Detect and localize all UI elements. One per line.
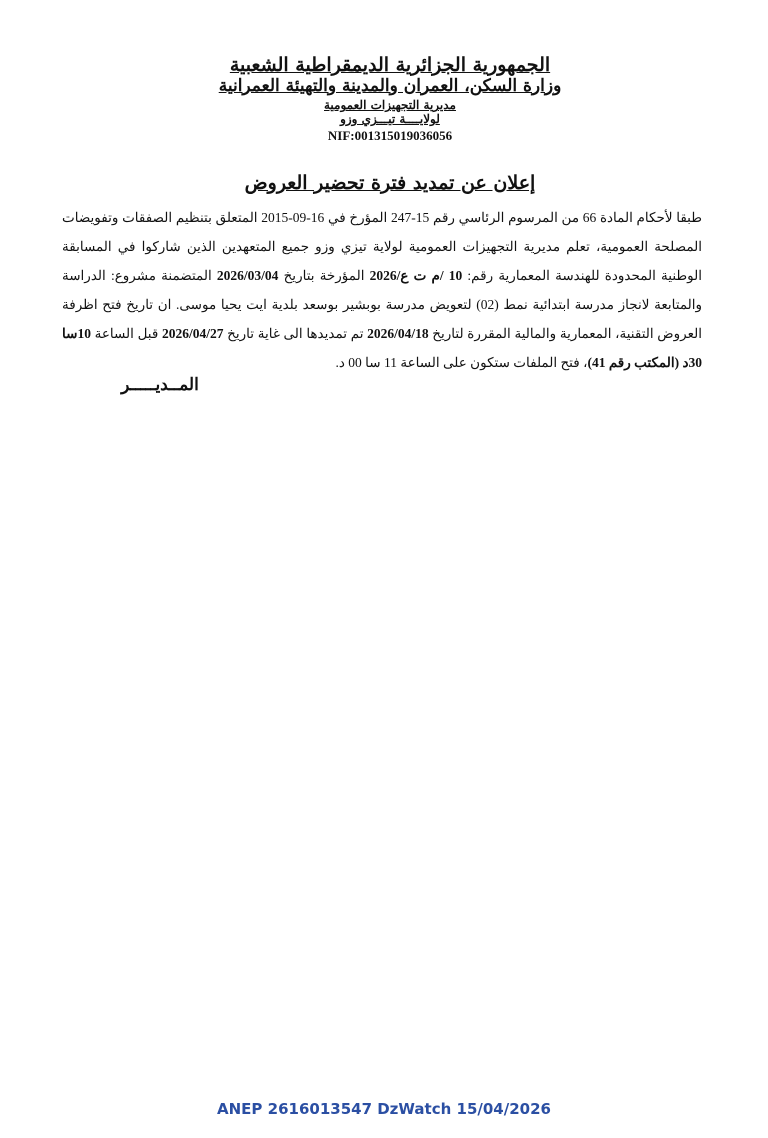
- body-text-3: المتضمنة مشروع: الدراسة والمتابعة لانجاز مدرسة ابتدائية نمط (02) لتعويض مدرسة بوبشير بوسعد بلدية ايت يحيا موسى. ان تاريخ فتح اظرفة العروض التقنية، المعمارية والمالية المقررة لتاريخ: [62, 268, 703, 341]
- deadline-time: 10سا 30د: [62, 326, 702, 370]
- directorate-name: مديرية التجهيزات العمومية: [324, 98, 456, 113]
- competition-date: 2026/03/04: [216, 268, 279, 283]
- office-number: (المكتب رقم 41): [587, 355, 680, 370]
- original-opening-date: 2026/04/18: [367, 326, 429, 341]
- body-text-5: قبل الساعة: [90, 326, 162, 341]
- announcement-body: [62, 203, 702, 377]
- competition-number: 10 /م ت ع/2026: [369, 268, 463, 283]
- body-text-2: المؤرخة بتاريخ: [278, 268, 370, 283]
- director-signature: المــديـــــر: [121, 375, 199, 395]
- nif-number: NIF:001315019036056: [327, 127, 453, 143]
- announcement-title: إعلان عن تمديد فترة تحضير العروض: [244, 172, 536, 194]
- extended-deadline-date: 2026/04/27: [162, 326, 224, 341]
- wilaya-name: لولايــــة تيـــزي وزو: [340, 112, 440, 127]
- republic-name: الجمهورية الجزائرية الديمقراطية الشعبية: [229, 54, 551, 76]
- ministry-name: وزارة السكن، العمران والمدينة والتهيئة العمرانية: [218, 75, 562, 96]
- body-text-7: ، فتح الملفات ستكون على الساعة 11 سا 00 د.: [335, 355, 588, 370]
- body-text-4: تم تمديدها الى غاية تاريخ: [223, 326, 368, 341]
- letterhead: [180, 55, 600, 144]
- body-text-1: طبقا لأحكام المادة 66 من المرسوم الرئاسي رقم 15-247 المؤرخ في 16-09-2015 المتعلق بتنظيم الصفقات وتفويضات المصلحة العمومية، تعلم مديرية التجهيزات العمومية لولاية تيزي وزو جميع المتعهدين الذين شاركوا في المسابقة الوطنية المحدودة للهندسة المعمارية رقم:: [62, 210, 702, 283]
- publication-footer: ANEP 2616013547 DzWatch 15/04/2026: [217, 1100, 551, 1118]
